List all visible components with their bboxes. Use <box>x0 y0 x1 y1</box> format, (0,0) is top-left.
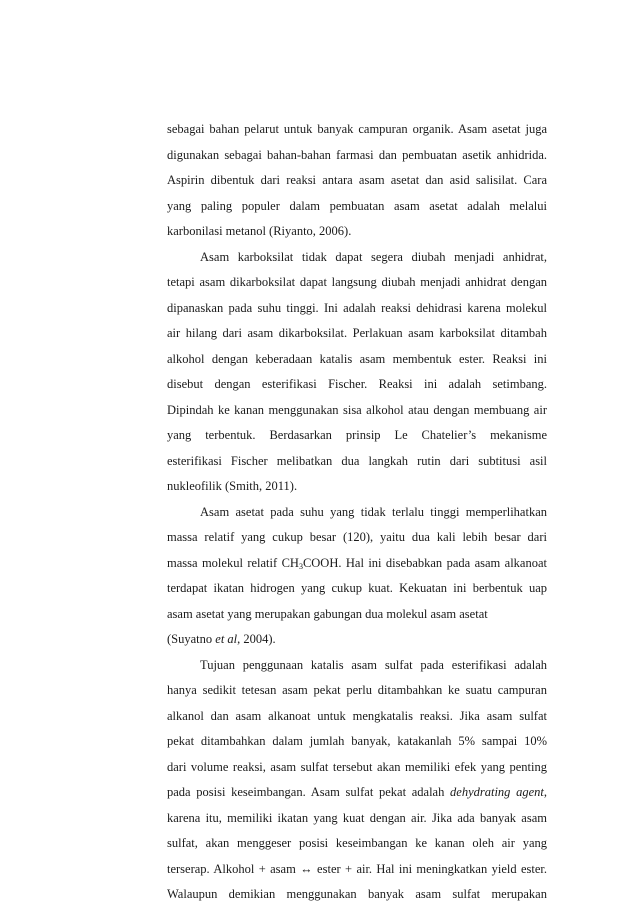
paragraph-2 <box>167 245 547 500</box>
citation-line <box>167 627 547 653</box>
italic-text: dehydrating agent <box>450 785 544 799</box>
text-line: pekat ditambahkan dalam jumlah banyak, katakanlah 5% sampai 10% <box>167 734 547 748</box>
text-line: hanya sedikit tetesan asam pekat perlu ditambahkan ke suatu campuran <box>167 683 547 697</box>
text-line: yang paling populer dalam pembuatan asam asetat adalah melalui <box>167 198 547 213</box>
paragraph-3 <box>167 500 547 653</box>
text-run: COOH. Hal ini disebabkan pada asam alkanoat <box>302 555 547 570</box>
text-line: alkohol dengan keberadaan katalis asam membentuk ester. Reaksi ini <box>167 351 547 366</box>
paragraph-4 <box>167 653 547 908</box>
text-line: dipanaskan pada suhu tinggi. Ini adalah reaksi dehidrasi karena molekul <box>167 300 547 315</box>
text-line: dari volume reaksi, asam sulfat tersebut akan memiliki efek yang penting <box>167 759 547 774</box>
text-line: Aspirin dibentuk dari reaksi antara asam asetat dan asid salisilat. Cara <box>167 173 547 187</box>
text-line: tetapi asam dikarboksilat dapat langsung diubah menjadi anhidrat dengan <box>167 275 547 289</box>
text-line: karena itu, memiliki ikatan yang kuat dengan air. Jika ada banyak asam <box>167 810 547 825</box>
text-run: (Suyatno <box>167 632 216 646</box>
subscript: 3 <box>298 561 303 571</box>
text-line: terserap. Alkohol + asam ↔ ester + air. Hal ini meningkatkan yield ester. <box>167 861 547 876</box>
text-line: yang terbentuk. Berdasarkan prinsip Le Chatelier’s mekanisme <box>167 428 547 442</box>
text-line: Dipindah ke kanan menggunakan sisa alkohol atau dengan membuang air <box>167 402 547 417</box>
text-line: asam asetat yang merupakan gabungan dua molekul asam asetat <box>167 606 488 621</box>
text-line: Walaupun demikian menggunakan banyak asam sulfat merupakan <box>167 887 547 901</box>
text-line: massa relatif yang cukup besar (120), yaitu dua kali lebih besar dari <box>167 530 547 544</box>
text-line: Tujuan penggunaan katalis asam sulfat pada esterifikasi adalah <box>200 657 547 672</box>
text-line: sulfat, akan menggeser posisi keseimbangan ke kanan oleh air yang <box>167 836 547 850</box>
text-line: karbonilasi metanol (Riyanto, 2006). <box>167 224 352 238</box>
text-run: pada posisi keseimbangan. Asam sulfat pekat adalah <box>167 785 451 799</box>
text-line-formula <box>167 551 547 577</box>
text-run: , <box>543 785 547 799</box>
text-line: air hilang dari asam dikarboksilat. Perlakuan asam karboksilat ditambah <box>167 326 547 340</box>
document-page <box>167 117 547 908</box>
text-line: Asam asetat pada suhu yang tidak terlalu tinggi memperlihatkan <box>200 504 547 519</box>
italic-text: et al <box>215 632 238 646</box>
text-run: massa molekul relatif CH <box>167 555 299 570</box>
text-line: sebagai bahan pelarut untuk banyak campuran organik. Asam asetat juga <box>167 122 547 136</box>
text-line: digunakan sebagai bahan-bahan farmasi dan pembuatan asetik anhidrida. <box>167 147 547 162</box>
text-run: , 2004). <box>237 632 276 646</box>
text-line: Asam karboksilat tidak dapat segera diubah menjadi anhidrat, <box>200 249 547 264</box>
text-line: disebut dengan esterifikasi Fischer. Reaksi ini adalah setimbang. <box>167 377 547 391</box>
text-line-italic <box>167 780 547 806</box>
paragraph-1 <box>167 117 547 245</box>
text-line: terdapat ikatan hidrogen yang cukup kuat. Kekuatan ini berbentuk uap <box>167 581 547 595</box>
text-line: esterifikasi Fischer melibatkan dua langkah rutin dari subtitusi asil <box>167 453 547 468</box>
text-line: alkanol dan asam alkanoat untuk mengkatalis reaksi. Jika asam sulfat <box>167 708 547 723</box>
text-line: nukleofilik (Smith, 2011). <box>167 479 298 493</box>
